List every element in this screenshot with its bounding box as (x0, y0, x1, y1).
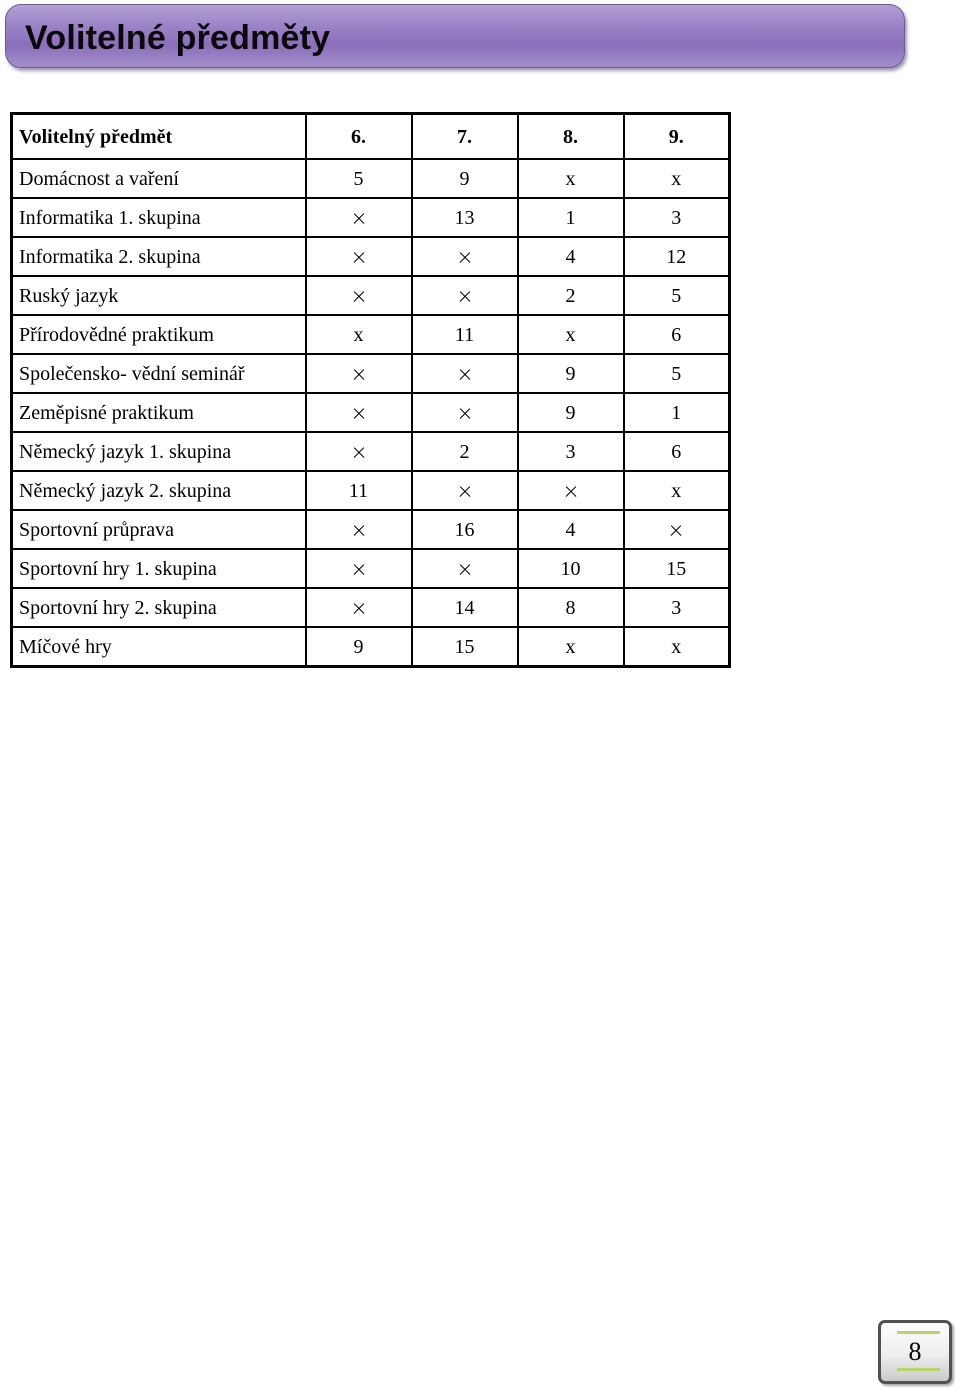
grade-cell (412, 237, 518, 276)
grade-cell: 3 (624, 588, 730, 627)
cross-icon (459, 369, 471, 381)
cross-icon (459, 291, 471, 303)
table-body (12, 159, 730, 667)
cross-icon (565, 486, 577, 498)
cross-icon (353, 603, 365, 615)
page-box-bottom-bar (897, 1368, 940, 1371)
cross-icon (353, 213, 365, 225)
subject-name: Německý jazyk 2. skupina (12, 471, 306, 510)
grade-cell (306, 432, 412, 471)
page-title: Volitelné předměty (25, 19, 331, 57)
grade-cell: 3 (624, 198, 730, 237)
table-row (12, 237, 730, 276)
cross-icon (353, 525, 365, 537)
grade-cell: x (624, 159, 730, 198)
grade-cell (412, 393, 518, 432)
subject-name: Společensko- vědní seminář (12, 354, 306, 393)
grade-cell: 8 (518, 588, 624, 627)
grade-cell: 4 (518, 237, 624, 276)
grade-cell (412, 549, 518, 588)
grade-cell: x (624, 627, 730, 667)
cross-icon (353, 408, 365, 420)
table-row (12, 276, 730, 315)
cross-icon (459, 252, 471, 264)
table-row (12, 393, 730, 432)
grade-cell (306, 237, 412, 276)
grade-cell: 11 (306, 471, 412, 510)
grade-cell (306, 588, 412, 627)
table-row (12, 315, 730, 354)
grade-cell: 11 (412, 315, 518, 354)
table-row (12, 588, 730, 627)
grade-cell (306, 198, 412, 237)
cross-icon (353, 447, 365, 459)
grade-cell: 4 (518, 510, 624, 549)
subject-name: Ruský jazyk (12, 276, 306, 315)
grade-cell (412, 276, 518, 315)
table-row (12, 471, 730, 510)
cross-icon (670, 525, 682, 537)
table-row (12, 198, 730, 237)
grade-cell: 9 (412, 159, 518, 198)
grade-cell: 9 (306, 627, 412, 667)
grade-cell: x (306, 315, 412, 354)
subject-name: Informatika 1. skupina (12, 198, 306, 237)
subject-name: Sportovní hry 2. skupina (12, 588, 306, 627)
header-grade-7: 7. (412, 114, 518, 160)
grade-cell: 2 (412, 432, 518, 471)
subject-name: Přírodovědné praktikum (12, 315, 306, 354)
grade-cell: 1 (518, 198, 624, 237)
title-banner (5, 4, 905, 68)
grade-cell: 6 (624, 315, 730, 354)
cross-icon (353, 252, 365, 264)
grade-cell: 3 (518, 432, 624, 471)
subject-name: Zeměpisné praktikum (12, 393, 306, 432)
table-row (12, 510, 730, 549)
grade-cell: 6 (624, 432, 730, 471)
table-row (12, 159, 730, 198)
grade-cell (518, 471, 624, 510)
header-grade-9: 9. (624, 114, 730, 160)
grade-cell: 1 (624, 393, 730, 432)
cross-icon (459, 564, 471, 576)
grade-cell (306, 276, 412, 315)
grade-cell: 2 (518, 276, 624, 315)
grade-cell (306, 549, 412, 588)
subject-name: Sportovní průprava (12, 510, 306, 549)
subject-name: Sportovní hry 1. skupina (12, 549, 306, 588)
grade-cell: 16 (412, 510, 518, 549)
grade-cell (412, 471, 518, 510)
grade-cell: 5 (306, 159, 412, 198)
table-row (12, 432, 730, 471)
grade-cell: 12 (624, 237, 730, 276)
grade-cell: 9 (518, 393, 624, 432)
grade-cell: 5 (624, 354, 730, 393)
grade-cell: x (518, 315, 624, 354)
elective-subjects-table (10, 112, 731, 668)
grade-cell: x (518, 627, 624, 667)
header-grade-6: 6. (306, 114, 412, 160)
cross-icon (459, 408, 471, 420)
grade-cell (306, 393, 412, 432)
grade-cell (306, 510, 412, 549)
page-box-top-bar (897, 1331, 940, 1334)
grade-cell: x (518, 159, 624, 198)
subject-name: Informatika 2. skupina (12, 237, 306, 276)
grade-cell (624, 510, 730, 549)
grade-cell: 9 (518, 354, 624, 393)
grade-cell: 5 (624, 276, 730, 315)
grade-cell: 15 (624, 549, 730, 588)
grade-cell: 13 (412, 198, 518, 237)
header-grade-8: 8. (518, 114, 624, 160)
grade-cell (306, 354, 412, 393)
table-header-row (12, 114, 730, 160)
subject-name: Míčové hry (12, 627, 306, 667)
grade-cell (412, 354, 518, 393)
page-number-box (878, 1320, 952, 1384)
table-row (12, 627, 730, 667)
cross-icon (459, 486, 471, 498)
grade-cell: 15 (412, 627, 518, 667)
header-subject: Volitelný předmět (12, 114, 306, 160)
table-row (12, 354, 730, 393)
subject-name: Domácnost a vaření (12, 159, 306, 198)
table-row (12, 549, 730, 588)
grade-cell: 14 (412, 588, 518, 627)
cross-icon (353, 291, 365, 303)
cross-icon (353, 564, 365, 576)
page-number: 8 (908, 1337, 922, 1366)
subject-name: Německý jazyk 1. skupina (12, 432, 306, 471)
cross-icon (353, 369, 365, 381)
grade-cell: x (624, 471, 730, 510)
grade-cell: 10 (518, 549, 624, 588)
